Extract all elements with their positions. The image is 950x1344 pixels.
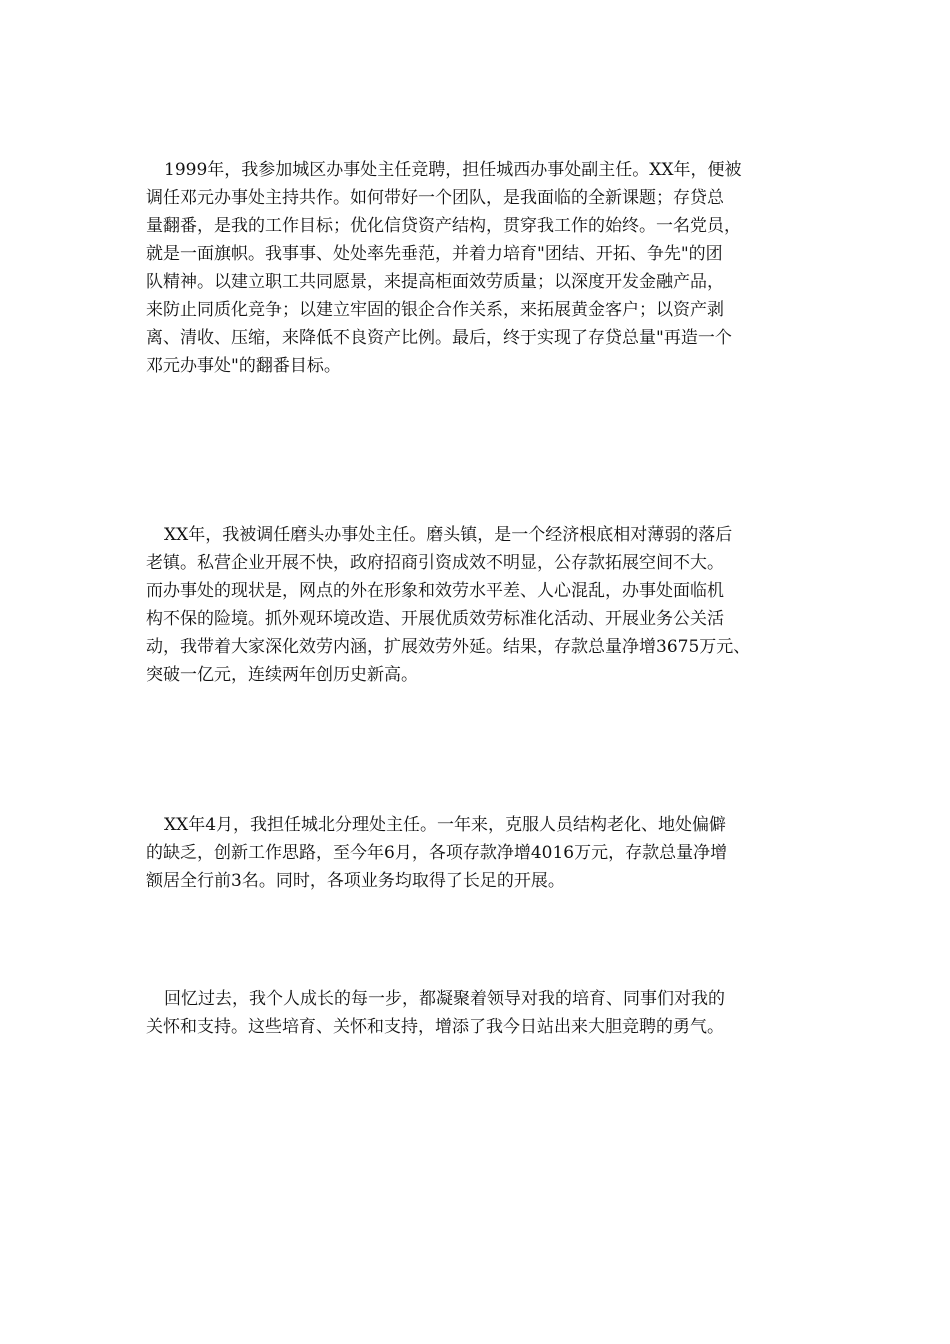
paragraph-line: 调任邓元办事处主持共作。如何带好一个团队，是我面临的全新课题；存贷总 — [146, 188, 724, 208]
paragraph-line: 队精神。以建立职工共同愿景，来提高柜面效劳质量；以深度开发金融产品， — [146, 272, 724, 292]
paragraph-line: 的缺乏，创新工作思路，至今年6月，各项存款净增4016万元，存款总量净增 — [146, 843, 728, 863]
paragraph-line: 离、清收、压缩，来降低不良资产比例。最后，终于实现了存贷总量"再造一个 — [146, 328, 732, 348]
paragraph-line: 关怀和支持。这些培育、关怀和支持，增添了我今日站出来大胆竞聘的勇气。 — [146, 1017, 724, 1037]
paragraph-1 — [146, 156, 816, 380]
paragraph-line: 动，我带着大家深化效劳内涵，扩展效劳外延。结果，存款总量净增3675万元、 — [146, 637, 751, 657]
paragraph-line: XX年，我被调任磨头办事处主任。磨头镇，是一个经济根底相对薄弱的落后 — [164, 525, 733, 545]
paragraph-line: 老镇。私营企业开展不快，政府招商引资成效不明显，公存款拓展空间不大。 — [146, 553, 724, 573]
paragraph-line: 1999年，我参加城区办事处主任竞聘，担任城西办事处副主任。XX年，便被 — [164, 160, 742, 180]
paragraph-3 — [146, 811, 816, 895]
paragraph-line: 来防止同质化竞争；以建立牢固的银企合作关系，来拓展黄金客户；以资产剥 — [146, 300, 724, 320]
paragraph-line: XX年4月，我担任城北分理处主任。一年来，克服人员结构老化、地处偏僻 — [164, 815, 727, 835]
paragraph-line: 邓元办事处"的翻番目标。 — [146, 356, 341, 376]
paragraph-2 — [146, 521, 816, 689]
paragraph-line: 而办事处的现状是，网点的外在形象和效劳水平差、人心混乱，办事处面临机 — [146, 581, 724, 601]
paragraph-line: 量翻番，是我的工作目标；优化信贷资产结构，贯穿我工作的始终。一名党员， — [146, 216, 741, 236]
paragraph-line: 突破一亿元，连续两年创历史新高。 — [146, 665, 418, 685]
paragraph-4 — [146, 985, 816, 1041]
paragraph-line: 回忆过去，我个人成长的每一步，都凝聚着领导对我的培育、同事们对我的 — [164, 989, 725, 1009]
paragraph-line: 构不保的险境。抓外观环境改造、开展优质效劳标准化活动、开展业务公关活 — [146, 609, 724, 629]
paragraph-line: 额居全行前3名。同时，各项业务均取得了长足的开展。 — [146, 871, 565, 891]
paragraph-line: 就是一面旗帜。我事事、处处率先垂范，并着力培育"团结、开拓、争先"的团 — [146, 244, 723, 264]
